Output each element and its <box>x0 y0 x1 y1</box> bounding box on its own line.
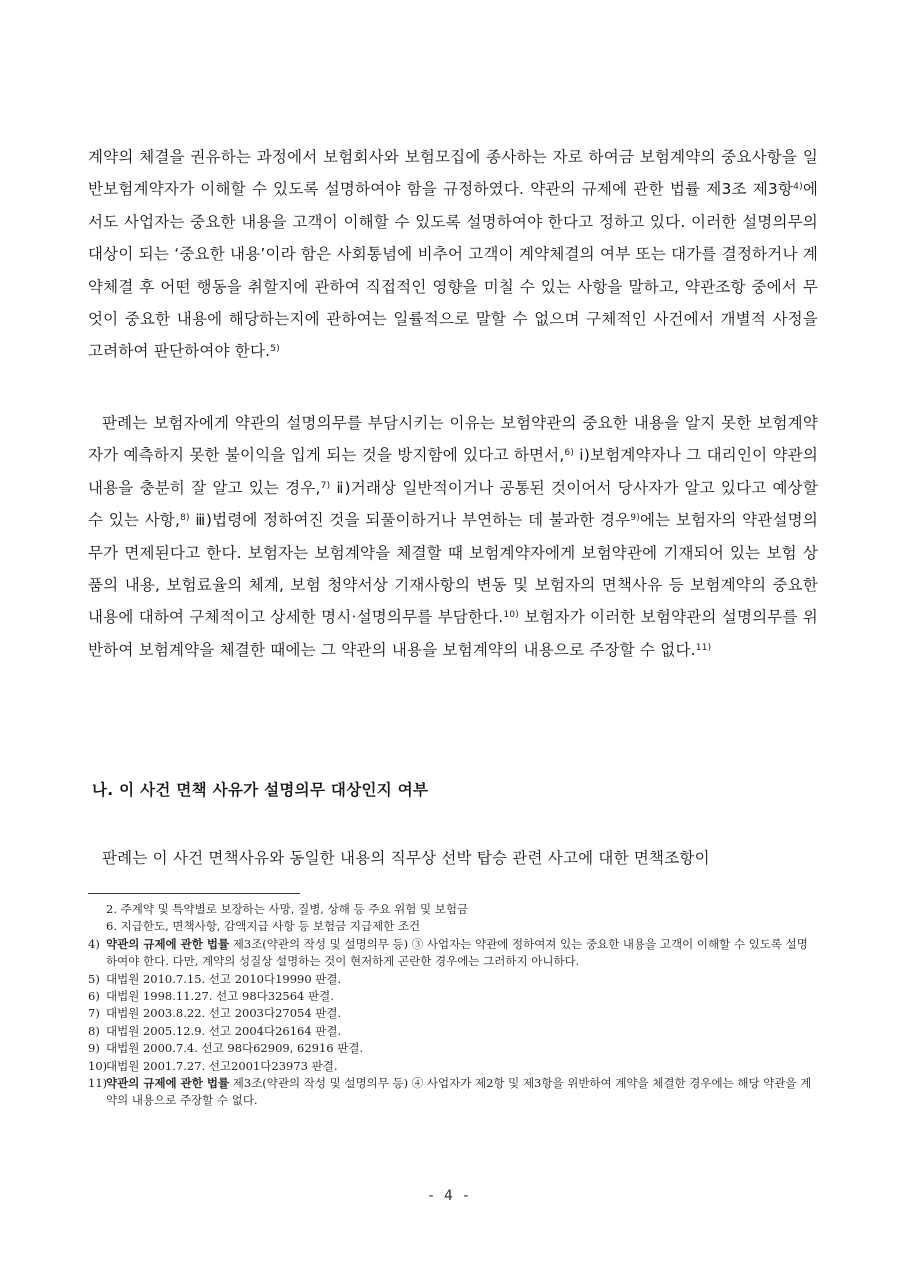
body-paragraph-1 <box>88 141 818 368</box>
paragraph-text: 판례는 보험자에게 약관의 설명의무를 부담시키는 이유는 보험약관의 중요한 내용을 알지 못한 보험계약자가 예측하지 못한 불이익을 입게 되는 것을 방지함에 있다고 하면서, <box>88 414 818 465</box>
footnote-ref-4[interactable]: 4) <box>793 182 803 193</box>
footnote-ref-7[interactable]: 7) <box>320 480 331 491</box>
footnote-number: 6) <box>88 989 100 1004</box>
footnote-text: 대법원 2000.7.4. 선고 98다62909, 62916 판결. <box>106 1041 364 1056</box>
paragraph-text: 계약의 체결을 권유하는 과정에서 보험회사와 보험모집에 종사하는 자로 하여금 보험계약의 중요사항을 일반보험계약자가 이해할 수 있도록 설명하여야 함을 규정하였다. 약관의 규제에 관한 법률 제3조 제3항 <box>88 148 818 199</box>
paragraph-text: ⅲ)법령에 정하여진 것을 되풀이하거나 부연하는 데 불과한 경우 <box>189 511 631 530</box>
footnote-number: 5) <box>88 971 100 986</box>
footnotes-section <box>88 901 818 1110</box>
footnote-4 <box>88 936 818 971</box>
paragraph-text: 판례는 이 사건 면책사유와 동일한 내용의 직무상 선박 탑승 관련 사고에 대한 면책조항이 <box>102 849 710 867</box>
footnote-text: 대법원 1998.11.27. 선고 98다32564 판결. <box>106 989 334 1004</box>
footnote-10 <box>88 1058 818 1075</box>
footnote-8 <box>88 1023 818 1040</box>
law-title: 약관의 규제에 관한 법률 <box>106 936 230 951</box>
footnote-7 <box>88 1005 818 1022</box>
paragraph-text: ⅰ)보험계약자나 그 대리인이 약관의 내용을 충분히 잘 알고 있는 경우, <box>88 446 818 497</box>
footnote-number: 10) <box>88 1058 108 1073</box>
footnote-text: 대법원 2001.7.27. 선고2001다23973 판결. <box>106 1058 338 1073</box>
footnote-ref-10[interactable]: 10) <box>503 610 520 621</box>
footnote-ref-8[interactable]: 8) <box>180 513 190 524</box>
paragraph-text: 보험자가 이러한 보험약관의 설명의무를 위반하여 보험계약을 체결한 때에는 그 약관의 내용을 보험계약의 내용으로 주장할 수 없다. <box>88 608 818 659</box>
footnote-6 <box>88 988 818 1005</box>
paragraph-text: 에서도 사업자는 중요한 내용을 고객이 이해할 수 있도록 설명하여야 한다고 정하고 있다. 이러한 설명의무의 대상이 되는 ‘중요한 내용’이라 함은 사회통념에 비추어 고객이 계약체결의 여부 또는 대가를 결정하거나 계약체결 후 어떤 행동을 취할지에 관하여 직접적인 영향을 미칠 수 있는 사항을 말하고, 약관조항 중에서 무엇이 중요한 내용에 해당하는지에 관하여는 일률적으로 말할 수 없으며 구체적인 사건에서 개별적 사정을 고려하여 판단하여야 한다. <box>88 180 818 361</box>
footnote-11 <box>88 1075 818 1110</box>
footnote-ref-9[interactable]: 9) <box>630 513 640 524</box>
paragraph-text: ⅱ)거래상 일반적이거나 공통된 것이어서 당사자가 알고 있다고 예상할 수 있는 사항, <box>88 478 818 530</box>
footnote-number: 7) <box>88 1006 100 1021</box>
footnote-continuation-line: 2. 주계약 및 특약별로 보장하는 사망, 질병, 상해 등 주요 위험 및 보험금 <box>106 902 469 916</box>
body-paragraph-3 <box>88 842 818 874</box>
footnote-text: 대법원 2010.7.15. 선고 2010다19990 판결. <box>106 971 342 986</box>
footnote-ref-11[interactable]: 11) <box>695 642 712 653</box>
page-number: - 4 - <box>428 1188 472 1204</box>
footnote-9 <box>88 1040 818 1057</box>
footnote-number: 4) <box>88 936 100 951</box>
footnote-text: 제3조(약관의 작성 및 설명의무 등) ④ 사업자가 제2항 및 제3항을 위반하여 계약을 체결한 경우에는 해당 약관을 계약의 내용으로 주장할 수 없다. <box>106 1076 812 1108</box>
footnote-number: 9) <box>88 1041 100 1056</box>
law-title: 약관의 규제에 관한 법률 <box>106 1076 230 1091</box>
footnote-text: 제3조(약관의 작성 및 설명의무 등) ③ 사업자는 약관에 정하여져 있는 중요한 내용을 고객이 이해할 수 있도록 설명하여야 한다. 다만, 계약의 성질상 설명하는 것이 현저하게 곤란한 경우에는 그러하지 아니하다. <box>106 936 808 969</box>
footnote-text: 대법원 2005.12.9. 선고 2004다26164 판결. <box>106 1023 342 1038</box>
footnote-number: 11) <box>88 1076 108 1091</box>
footnote-ref-5[interactable]: 5) <box>270 344 280 355</box>
section-heading: 나. 이 사건 면책 사유가 설명의무 대상인지 여부 <box>92 781 429 799</box>
footnote-number: 8) <box>88 1023 100 1038</box>
paragraph-text: 에는 보험자의 약관설명의무가 면제된다고 한다. 보험자는 보험계약을 체결할 때 보험계약자에게 보험약관에 기재되어 있는 보험 상품의 내용, 보험료율의 체계, 보험 청약서상 기재사항의 변동 및 보험자의 면책사유 등 보험계약의 중요한 내용에 대하여 구체적이고 상세한 명시·설명의무를 부담한다. <box>88 511 818 627</box>
footnote-text: 대법원 2003.8.22. 선고 2003다27054 판결. <box>106 1006 342 1021</box>
footnote-ref-6[interactable]: 6) <box>564 448 575 459</box>
footnote-divider <box>88 893 300 894</box>
footnote-5 <box>88 971 818 988</box>
body-paragraph-2 <box>88 407 818 666</box>
footnote-continuation-line: 6. 지급한도, 면책사항, 감액지급 사항 등 보험금 지급제한 조건 <box>106 919 421 934</box>
